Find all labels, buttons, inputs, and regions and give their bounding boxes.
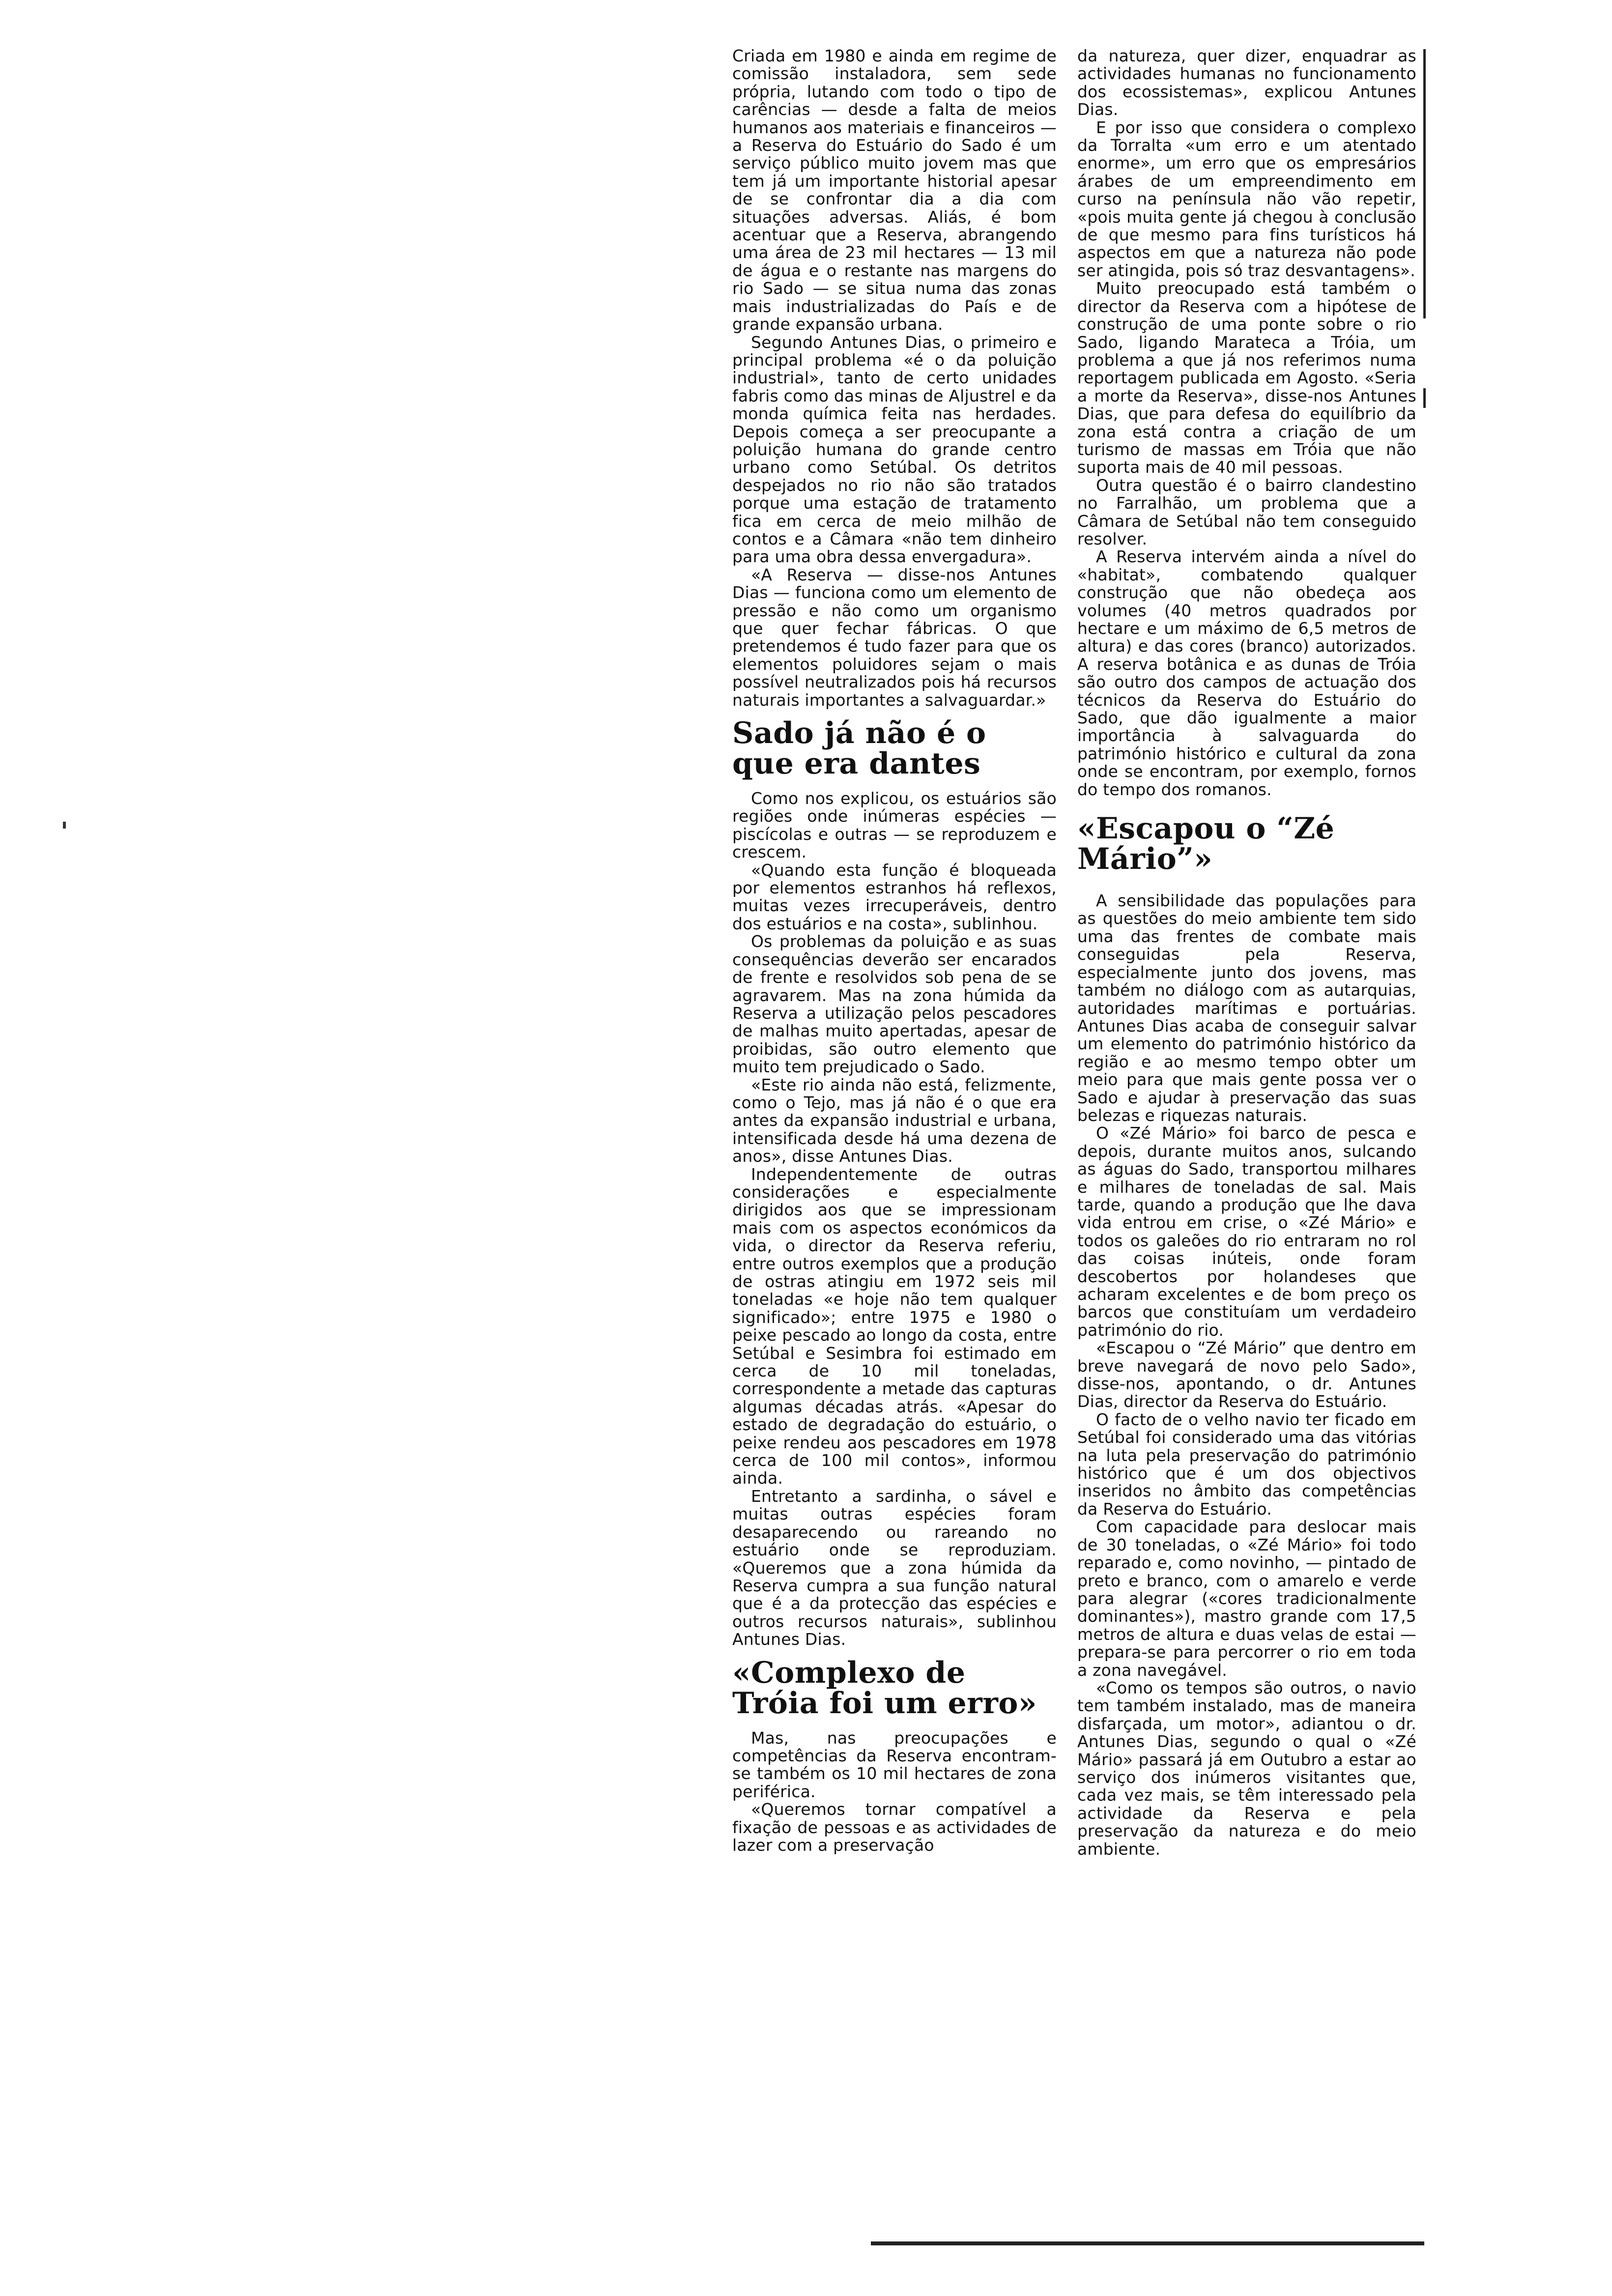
paragraph: Os problemas da poluição e as suas consequências deverão ser encarados de frente e resolvidos sob pena de se agravarem. Mas na zona húmida da Reserva a utilização pelos pescadores de malhas muito apertadas, apesar de proibidas, são outro elemento que muito tem prejudicado o Sado.	[732, 932, 1057, 1077]
paragraph: Outra questão é o bairro clandestino no Farralhão, um problema que a Câmara de Setúbal não tem conseguido resolver.	[1077, 475, 1416, 548]
paragraph: A Reserva intervém ainda a nível do «habitat», combatendo qualquer construção que não obedeça aos volumes (40 metros quadrados por hectare e um máximo de 6,5 metros de altura) e das cores (branco) autorizados. A reserva botânica e as dunas de Tróia são outro dos campos de actuação dos técnicos da Reserva do Estuário do Sado, que dão igualmente a maior importância à salvaguarda do património histórico e cultural da zona onde se encontram, por exemplo, fornos do tempo dos romanos.	[1077, 547, 1416, 799]
vertical-rule-top	[1423, 49, 1426, 318]
paragraph: E por isso que considera o complexo da Torralta «um erro e um atentado enorme», um erro que os empresários árabes de um empreendimento em curso na península não vão repetir, «pois muita gente já chegou à conclusão de que mesmo para fins turísticos há aspectos em que a natureza não pode ser atingida, pois só traz desvantagens».	[1077, 117, 1416, 280]
paragraph: «Como os tempos são outros, o navio tem também instalado, mas de maneira disfarçada, um motor», adiantou o dr. Antunes Dias, segundo o qual o «Zé Mário» passará já em Outubro a estar ao serviço dos inúmeros visitantes que, cada vez mais, se têm interessado pela actividade da Reserva e pela preservação da natureza e do meio ambiente.	[1077, 1678, 1416, 1859]
paragraph: «Queremos tornar compatível a fixação de pessoas e as actividades de lazer com a preservação	[732, 1800, 1057, 1855]
subheading: «Complexo de Tróia foi um erro»	[732, 1655, 1037, 1721]
subheading: «Escapou o “Zé Mário”»	[1077, 811, 1335, 877]
paragraph: Segundo Antunes Dias, o primeiro e principal problema «é o da poluição industrial», tanto de certo unidades fabris como das minas de Aljustrel e da monda química feita nas herdades. Depois começa a ser preocupante a poluição humana do grande centro urbano como Setúbal. Os detritos despejados no rio não são tratados porque uma estação de tratamento fica em cerca de meio milhão de contos e a Câmara «não tem dinheiro para uma obra dessa envergadura».	[732, 332, 1057, 567]
paragraph: Independentemente de outras considerações e especialmente dirigidos aos que se impressionam mais com os aspectos económicos da vida, o director da Reserva referiu, entre outros exemplos que a produção de ostras atingiu em 1972 seis mil toneladas «e hoje não tem qualquer significado»; entre 1975 e 1980 o peixe pescado ao longo da costa, entre Setúbal e Sesimbra foi estimado em cerca de 10 mil toneladas, correspondente a metade das capturas algumas décadas atrás. «Apesar do estado de degradação do estuário, o peixe rendeu aos pescadores em 1978 cerca de 100 mil contos», informou ainda.	[732, 1164, 1057, 1488]
article-column-right	[1077, 47, 1416, 1858]
paragraph: O facto de o velho navio ter ficado em Setúbal foi considerado uma das vitórias na luta pela preservação do património histórico que é um dos objectivos inseridos no âmbito das competências da Reserva do Estuário.	[1077, 1409, 1416, 1519]
paragraph: da natureza, quer dizer, enquadrar as actividades humanas no funcionamento dos ecossistemas», explicou Antunes Dias.	[1077, 46, 1416, 119]
vertical-rule-mark	[1423, 388, 1426, 408]
scan-speck	[63, 822, 66, 829]
paragraph: «Quando esta função é bloqueada por elementos estranhos há reflexos, muitas vezes irrecuperáveis, dentro dos estuários e na costa», sublinhou.	[732, 860, 1057, 933]
paragraph: Com capacidade para deslocar mais de 30 toneladas, o «Zé Mário» foi todo reparado e, como novinho, — pintado de preto e branco, com o amarelo e verde para alegrar («cores tradicionalmente dominantes»), mastro grande com 17,5 metros de altura e duas velas de estai — prepara-se para percorrer o rio em toda a zona navegável.	[1077, 1517, 1416, 1680]
paragraph: Entretanto a sardinha, o sável e muitas outras espécies foram desaparecendo ou rareando no estuário onde se reproduziam. «Queremos que a zona húmida da Reserva cumpra a sua função natural que é a da protecção das espécies e outros recursos naturais», sublinhou Antunes Dias.	[732, 1486, 1057, 1649]
article-column-left	[732, 47, 1057, 1854]
bottom-rule	[871, 2241, 1424, 2245]
paragraph: Como nos explicou, os estuários são regiões onde inúmeras espécies — piscícolas e outras — se reproduzem e crescem.	[732, 789, 1057, 862]
paragraph: Criada em 1980 e ainda em regime de comissão instaladora, sem sede própria, lutando com todo o tipo de carências — desde a falta de meios humanos aos materiais e financeiros — a Reserva do Estuário do Sado é um serviço público muito jovem mas que tem já um importante historial apesar de se confrontar dia a dia com situações adversas. Aliás, é bom acentuar que a Reserva, abrangendo uma área de 23 mil hectares — 13 mil de água e o restante nas margens do rio Sado — se situa numa das zonas mais industrializadas do País e de grande expansão urbana.	[732, 46, 1057, 334]
paragraph: «Escapou o “Zé Mário” que dentro em breve navegará de novo pelo Sado», disse-nos, apontando, o dr. Antunes Dias, director da Reserva do Estuário.	[1077, 1338, 1416, 1411]
paragraph: «A Reserva — disse-nos Antunes Dias — funciona como um elemento de pressão e não como um organismo que quer fechar fábricas. O que pretendemos é tudo fazer para que os elementos poluidores sejam o mais possível neutralizados pois há recursos naturais importantes a salvaguardar.»	[732, 565, 1057, 710]
paragraph: O «Zé Mário» foi barco de pesca e depois, durante muitos anos, sulcando as águas do Sado, transportou milhares e milhares de toneladas de sal. Mais tarde, quando a produção que lhe dava vida entrou em crise, o «Zé Mário» e todos os galeões do rio entraram no rol das coisas inúteis, onde foram descobertos por holandeses que acharam excelentes e de bom preço os barcos que constituíam um verdadeiro património do rio.	[1077, 1123, 1416, 1340]
paragraph: Muito preocupado está também o director da Reserva com a hipótese de construção de uma ponte sobre o rio Sado, ligando Marateca a Tróia, um problema a que já nos referimos numa reportagem publicada em Agosto. «Seria a morte da Reserva», disse-nos Antunes Dias, que para defesa do equilíbrio da zona está contra a criação de um turismo de massas em Tróia que não suporta mais de 40 mil pessoas.	[1077, 279, 1416, 477]
paragraph: Mas, nas preocupações e competências da Reserva encontram-se também os 10 mil hectares de zona periférica.	[732, 1728, 1057, 1801]
subheading: Sado já não é o que era dantes	[732, 716, 986, 781]
paragraph: A sensibilidade das populações para as questões do meio ambiente tem sido uma das frentes de combate mais conseguidas pela Reserva, especialmente junto dos jovens, mas também no diálogo com as autarquias, autoridades marítimas e portuárias. Antunes Dias acaba de conseguir salvar um elemento do património histórico da região e ao mesmo tempo obter um meio para que mais gente possa ver o Sado e ajudar à preservação das suas belezas e riquezas naturais.	[1077, 891, 1416, 1125]
paragraph: «Este rio ainda não está, felizmente, como o Tejo, mas já não é o que era antes da expansão industrial e urbana, intensificada desde há uma dezena de anos», disse Antunes Dias.	[732, 1075, 1057, 1166]
